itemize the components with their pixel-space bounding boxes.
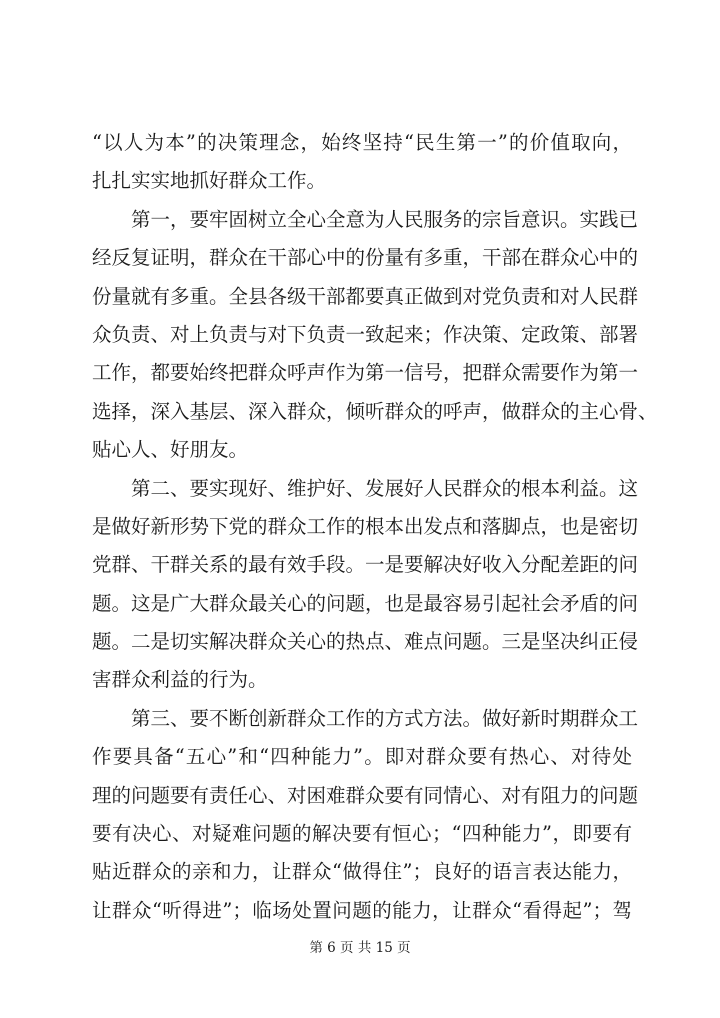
text-line: 第三、要不断创新群众工作的方式方法。做好新时期群众工 — [92, 706, 639, 730]
text-line: 第一，要牢固树立全心全意为人民服务的宗旨意识。实践已 — [92, 207, 639, 231]
text-line: 扎扎实实地抓好群众工作。 — [92, 169, 327, 193]
text-line: 贴近群众的亲和力，让群众“做得住”；良好的语言表达能力， — [92, 860, 632, 884]
text-line: 要有决心、对疑难问题的解决要有恒心；“四种能力”，即要有 — [92, 822, 632, 846]
text-line: 份量就有多重。全县各级干部都要真正做到对党负责和对人民群 — [92, 284, 639, 308]
text-line: 害群众利益的行为。 — [92, 668, 268, 692]
text-line: 贴心人、好朋友。 — [92, 438, 249, 462]
text-line: 党群、干群关系的最有效手段。一是要解决好收入分配差距的问 — [92, 553, 639, 577]
page-footer: 第 6 页 共 15 页 — [309, 940, 411, 956]
text-line: 题。这是广大群众最关心的问题，也是最容易引起社会矛盾的问 — [92, 591, 639, 615]
text-line: “以人为本”的决策理念，始终坚持“民生第一”的价值取向， — [92, 131, 632, 154]
text-line: 第二、要实现好、维护好、发展好人民群众的根本利益。这 — [92, 476, 639, 500]
text-line: 工作，都要始终把群众呼声作为第一信号，把群众需要作为第一 — [92, 361, 639, 385]
text-line: 让群众“听得进”；临场处置问题的能力，让群众“看得起”；驾 — [92, 898, 632, 922]
text-line: 经反复证明，群众在干部心中的份量有多重，干部在群众心中的 — [92, 246, 639, 270]
text-line: 理的问题要有责任心、对困难群众要有同情心、对有阻力的问题 — [92, 783, 639, 807]
text-line: 是做好新形势下党的群众工作的根本出发点和落脚点，也是密切 — [92, 514, 639, 538]
text-line: 众负责、对上负责与对下负责一致起来；作决策、定政策、部署 — [92, 322, 639, 346]
text-line: 题。二是切实解决群众关心的热点、难点问题。三是坚决纠正侵 — [92, 630, 639, 654]
text-line: 作要具备“五心”和“四种能力”。即对群众要有热心、对待处 — [92, 745, 632, 769]
text-line: 选择，深入基层、深入群众，倾听群众的呼声，做群众的主心骨、 — [92, 399, 658, 423]
body-text — [92, 124, 658, 930]
